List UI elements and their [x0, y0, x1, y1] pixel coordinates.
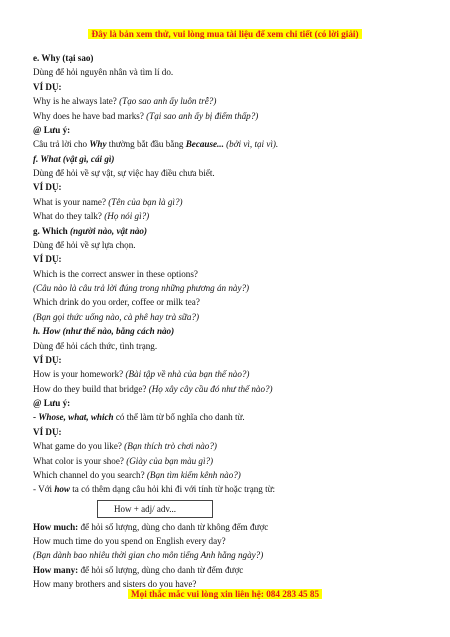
formula-box: How + adj/ adv... — [97, 500, 213, 518]
note-label: @ Lưu ý: — [33, 124, 71, 135]
heading-meaning: (như thế nào, bằng cách nào) — [62, 326, 175, 337]
note-text: có thể làm từ bổ nghĩa cho danh từ. — [113, 412, 245, 423]
section-heading-what: f. What (vật gì, cái gì) — [33, 153, 115, 164]
example-sentence: Why does he have bad marks? — [33, 110, 144, 121]
example-translation: (Tạo sao anh ấy luôn trễ?) — [119, 96, 217, 107]
example-translation: (Bạn thích trò chơi nào?) — [124, 441, 217, 452]
example-translation: (Bạn dành bao nhiêu thời gian cho môn tiếng Anh hằng ngày?) — [33, 550, 264, 561]
example-translation: (Họ nói gì?) — [104, 211, 150, 222]
how-many-definition — [33, 563, 428, 577]
example-line — [33, 468, 428, 482]
example-line — [33, 195, 428, 209]
keyword: Why — [89, 139, 107, 150]
example-line — [33, 209, 428, 223]
how-description: Dùng để hỏi cách thức, tình trạng. — [33, 340, 158, 351]
example-sentence: What color is your shoe? — [33, 455, 124, 466]
example-label: VÍ DỤ: — [33, 254, 62, 265]
section-heading-how — [33, 324, 428, 338]
example-label: VÍ DỤ: — [33, 182, 62, 193]
why-description: Dùng để hỏi nguyên nhân và tìm lí do. — [33, 67, 174, 78]
formula-row — [33, 497, 428, 520]
heading-meaning: (người nào, vật nào) — [69, 225, 148, 236]
example-sentence: Which is the correct answer in these options? — [33, 268, 198, 279]
example-sentence: How many brothers and sisters do you have? — [33, 579, 197, 590]
example-sentence: What game do you like? — [33, 441, 122, 452]
example-translation: (Tên của bạn là gì?) — [108, 196, 183, 207]
note-text: ta có thêm dạng câu hỏi khi đi với tính từ hoặc trạng từ: — [70, 484, 276, 495]
term-description: để hỏi số lượng, dùng cho danh từ không đếm được — [78, 521, 269, 532]
example-sentence: What is your name? — [33, 196, 106, 207]
example-label: VÍ DỤ: — [33, 354, 62, 365]
section-heading-which — [33, 224, 428, 238]
example-line — [33, 454, 428, 468]
example-line — [33, 109, 428, 123]
example-translation: (Họ xây cây cầu đó như thế nào?) — [148, 383, 273, 394]
example-line — [33, 367, 428, 381]
which-description: Dùng để hỏi về sự lựa chọn. — [33, 239, 136, 250]
example-translation: (Tại sao anh ấy bị điểm thấp?) — [146, 110, 259, 121]
term-label: How much: — [33, 521, 79, 532]
example-translation: (Giày của bạn màu gì?) — [126, 455, 214, 466]
section-heading-why: e. Why (tại sao) — [33, 53, 94, 63]
contact-notice-banner — [0, 589, 450, 607]
note-text: thường bắt đầu bằng — [106, 139, 186, 150]
heading-word: g. Which — [33, 225, 70, 236]
example-label: VÍ DỤ: — [33, 81, 62, 92]
example-sentence: Which drink do you order, coffee or milk tea? — [33, 297, 200, 308]
example-translation: (Câu nào là câu trả lời đúng trong những phương án này?) — [33, 283, 250, 293]
example-line — [33, 439, 428, 453]
example-label: VÍ DỤ: — [33, 426, 62, 437]
term-label: How many: — [33, 564, 79, 575]
note-bullet: - — [33, 412, 39, 423]
example-sentence: How much time do you spend on English every day? — [33, 536, 226, 546]
note-translation: (bởi vì, tại vì). — [223, 139, 279, 150]
keyword: how — [54, 484, 70, 495]
note-line — [33, 137, 428, 151]
example-line — [33, 94, 428, 108]
example-translation: (Bạn tìm kiếm kênh nào?) — [146, 469, 241, 480]
contact-notice-text: Mọi thắc mắc vui lòng xin liên hệ: 084 283 45 85 — [128, 589, 322, 599]
preview-notice-banner — [0, 29, 450, 47]
preview-notice-text: Đây là bản xem thử, vui lòng mua tài liệu để xem chi tiết (có lời giải) — [88, 29, 361, 39]
note-text: Câu trả lời cho — [33, 139, 90, 150]
what-description: Dùng để hỏi về sự vật, sự việc hay điều chưa biết. — [33, 168, 215, 178]
note-text: - Với — [33, 484, 55, 495]
note-line — [33, 482, 428, 496]
example-sentence: How is your homework? — [33, 369, 124, 380]
term-description: để hỏi số lượng, dùng cho danh từ đếm được — [78, 564, 244, 575]
example-translation: (Bạn gọi thức uống nào, cà phê hay trà sữa?) — [33, 311, 200, 322]
example-sentence: How do they build that bridge? — [33, 383, 147, 394]
example-sentence: Why is he always late? — [33, 96, 117, 107]
note-label: @ Lưu ý: — [33, 398, 71, 408]
example-sentence: What do they talk? — [33, 211, 102, 222]
heading-word: h. How — [33, 326, 63, 337]
note-line — [33, 410, 428, 424]
example-translation: (Bài tập về nhà của bạn thế nào?) — [125, 369, 250, 380]
example-line — [33, 382, 428, 396]
keyword: Whose, what, which — [38, 412, 114, 423]
how-much-definition — [33, 520, 428, 534]
document-body — [33, 51, 428, 592]
example-sentence: Which channel do you search? — [33, 469, 145, 480]
keyword: Because... — [185, 139, 224, 150]
